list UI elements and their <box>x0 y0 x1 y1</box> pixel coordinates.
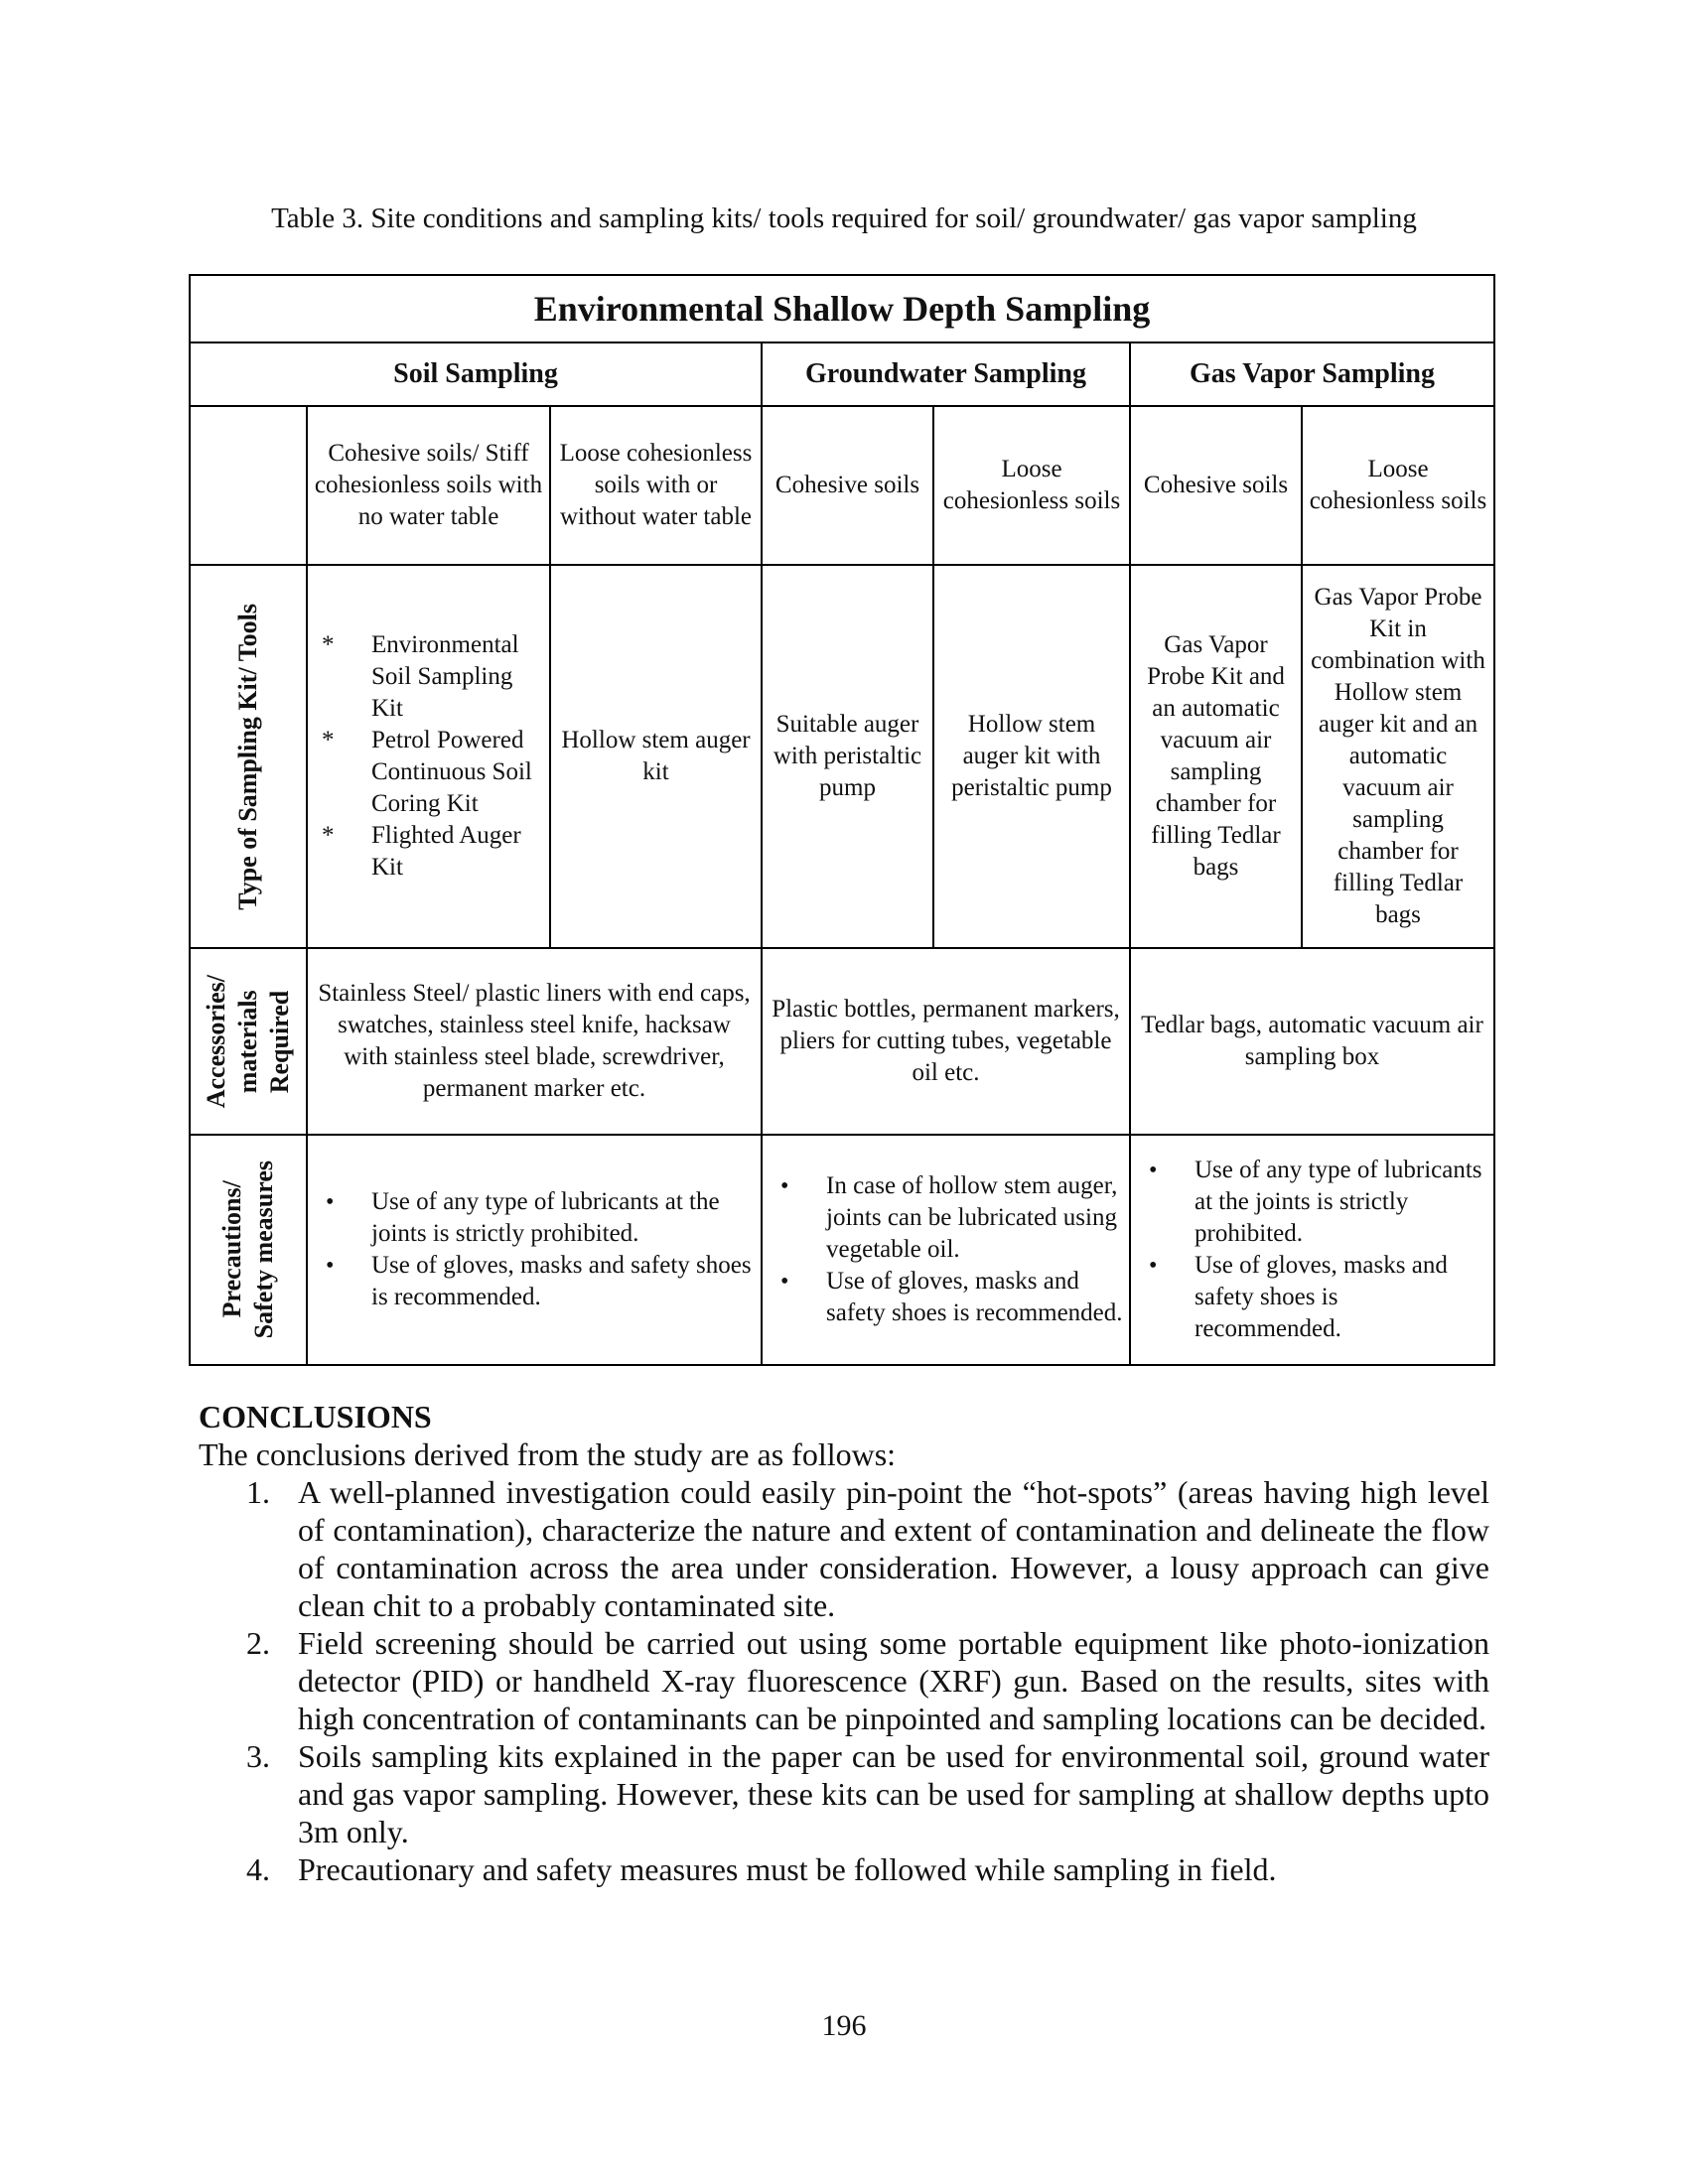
list-item <box>199 1850 1489 1888</box>
item-text: Soils sampling kits explained in the paper can be used for environmental soil, ground water and gas vapor sampling. However, these kits can be used for sampling at shallow depths upto 3m only. <box>298 1738 1489 1849</box>
precaution-list <box>1137 1155 1487 1345</box>
list-item: * Environmental Soil Sampling Kit <box>322 629 543 725</box>
row-label-accessories-text: Accessories/ materials Required <box>202 974 294 1109</box>
cell-accessories-gas: Tedlar bags, automatic vacuum air sampling box <box>1130 948 1494 1135</box>
precaution-list <box>769 1170 1123 1329</box>
list-item: • Use of any type of lubricants at the joints is strictly prohibited. <box>1145 1155 1487 1250</box>
item-number: 2. <box>246 1625 270 1661</box>
cell-type-soil-loose: Hollow stem auger kit <box>550 565 762 948</box>
header-gas-vapor-sampling: Gas Vapor Sampling <box>1130 342 1494 406</box>
list-item <box>199 1624 1489 1737</box>
cell-type-gas-cohesive: Gas Vapor Probe Kit and an automatic vacuum air sampling chamber for filling Tedlar bags <box>1130 565 1302 948</box>
row-label-precautions <box>190 1135 307 1365</box>
cell-precautions-soil <box>307 1135 762 1365</box>
subheader-soil-cohesive: Cohesive soils/ Stiff cohesionless soils with no water table <box>307 406 550 565</box>
row-label-type <box>190 565 307 948</box>
cell-accessories-soil: Stainless Steel/ plastic liners with end caps, swatches, stainless steel knife, hacksaw with stainless steel blade, screwdriver, permanent marker etc. <box>307 948 762 1135</box>
list-item: • In case of hollow stem auger, joints can be lubricated using vegetable oil. <box>776 1170 1123 1266</box>
list-item: • Use of gloves, masks and safety shoes is recommended. <box>1145 1250 1487 1345</box>
list-item: • Use of gloves, masks and safety shoes is recommended. <box>322 1250 755 1313</box>
item-text: Field screening should be carried out using some portable equipment like photo-ionization detector (PID) or handheld X-ray fluorescence (XRF) gun. Based on the results, sites with high concentration of contaminants can be pinpointed and sampling locations can be decided. <box>298 1625 1489 1736</box>
conclusions-section <box>199 1398 1489 1888</box>
list-item <box>199 1473 1489 1624</box>
table-title: Environmental Shallow Depth Sampling <box>190 275 1494 342</box>
list-item: • Use of any type of lubricants at the joints is strictly prohibited. <box>322 1186 755 1250</box>
list-item: • Use of gloves, masks and safety shoes is recommended. <box>776 1266 1123 1329</box>
precaution-list <box>314 1186 755 1313</box>
item-number: 4. <box>246 1851 270 1887</box>
subheader-gw-cohesive: Cohesive soils <box>762 406 933 565</box>
cell-type-gw-loose: Hollow stem auger kit with peristaltic pump <box>933 565 1130 948</box>
list-item <box>199 1737 1489 1850</box>
cell-type-gw-cohesive: Suitable auger with peristaltic pump <box>762 565 933 948</box>
row-label-type-text: Type of Sampling Kit/ Tools <box>233 603 262 910</box>
subheader-gw-loose: Loose cohesionless soils <box>933 406 1130 565</box>
kit-list <box>314 629 543 884</box>
list-item: * Flighted Auger Kit <box>322 820 543 884</box>
list-item: * Petrol Powered Continuous Soil Coring Kit <box>322 725 543 820</box>
row-label-accessories <box>190 948 307 1135</box>
subheader-gas-loose: Loose cohesionless soils <box>1302 406 1494 565</box>
subheader-soil-loose: Loose cohesionless soils with or without water table <box>550 406 762 565</box>
subheader-gas-cohesive: Cohesive soils <box>1130 406 1302 565</box>
header-soil-sampling: Soil Sampling <box>190 342 762 406</box>
page-number: 196 <box>821 2009 867 2042</box>
cell-type-gas-loose: Gas Vapor Probe Kit in combination with Hollow stem auger kit and an automatic vacuum air sampling chamber for filling Tedlar bags <box>1302 565 1494 948</box>
header-groundwater-sampling: Groundwater Sampling <box>762 342 1130 406</box>
cell-type-soil-cohesive <box>307 565 550 948</box>
conclusions-intro: The conclusions derived from the study are as follows: <box>199 1436 897 1472</box>
item-text: A well-planned investigation could easily pin-point the “hot-spots” (areas having high level of contamination), characterize the nature and extent of contamination and delineate the flow of contamination across the area under consideration. However, a lousy approach can give clean chit to a probably contaminated site. <box>298 1474 1489 1623</box>
cell-precautions-groundwater <box>762 1135 1130 1365</box>
cell-precautions-gas <box>1130 1135 1494 1365</box>
cell-accessories-groundwater: Plastic bottles, permanent markers, pliers for cutting tubes, vegetable oil etc. <box>762 948 1130 1135</box>
row-label-precautions-text: Precautions/ Safety measures <box>217 1160 278 1339</box>
item-number: 1. <box>246 1474 270 1510</box>
table-caption: Table 3. Site conditions and sampling kits/ tools required for soil/ groundwater/ gas vapor sampling <box>271 203 1417 234</box>
item-text: Precautionary and safety measures must be followed while sampling in field. <box>298 1851 1277 1887</box>
item-number: 3. <box>246 1738 270 1774</box>
empty-corner-cell <box>190 406 307 565</box>
conclusions-heading: CONCLUSIONS <box>199 1399 432 1434</box>
sampling-table <box>189 274 1495 1366</box>
conclusions-list <box>199 1473 1489 1888</box>
